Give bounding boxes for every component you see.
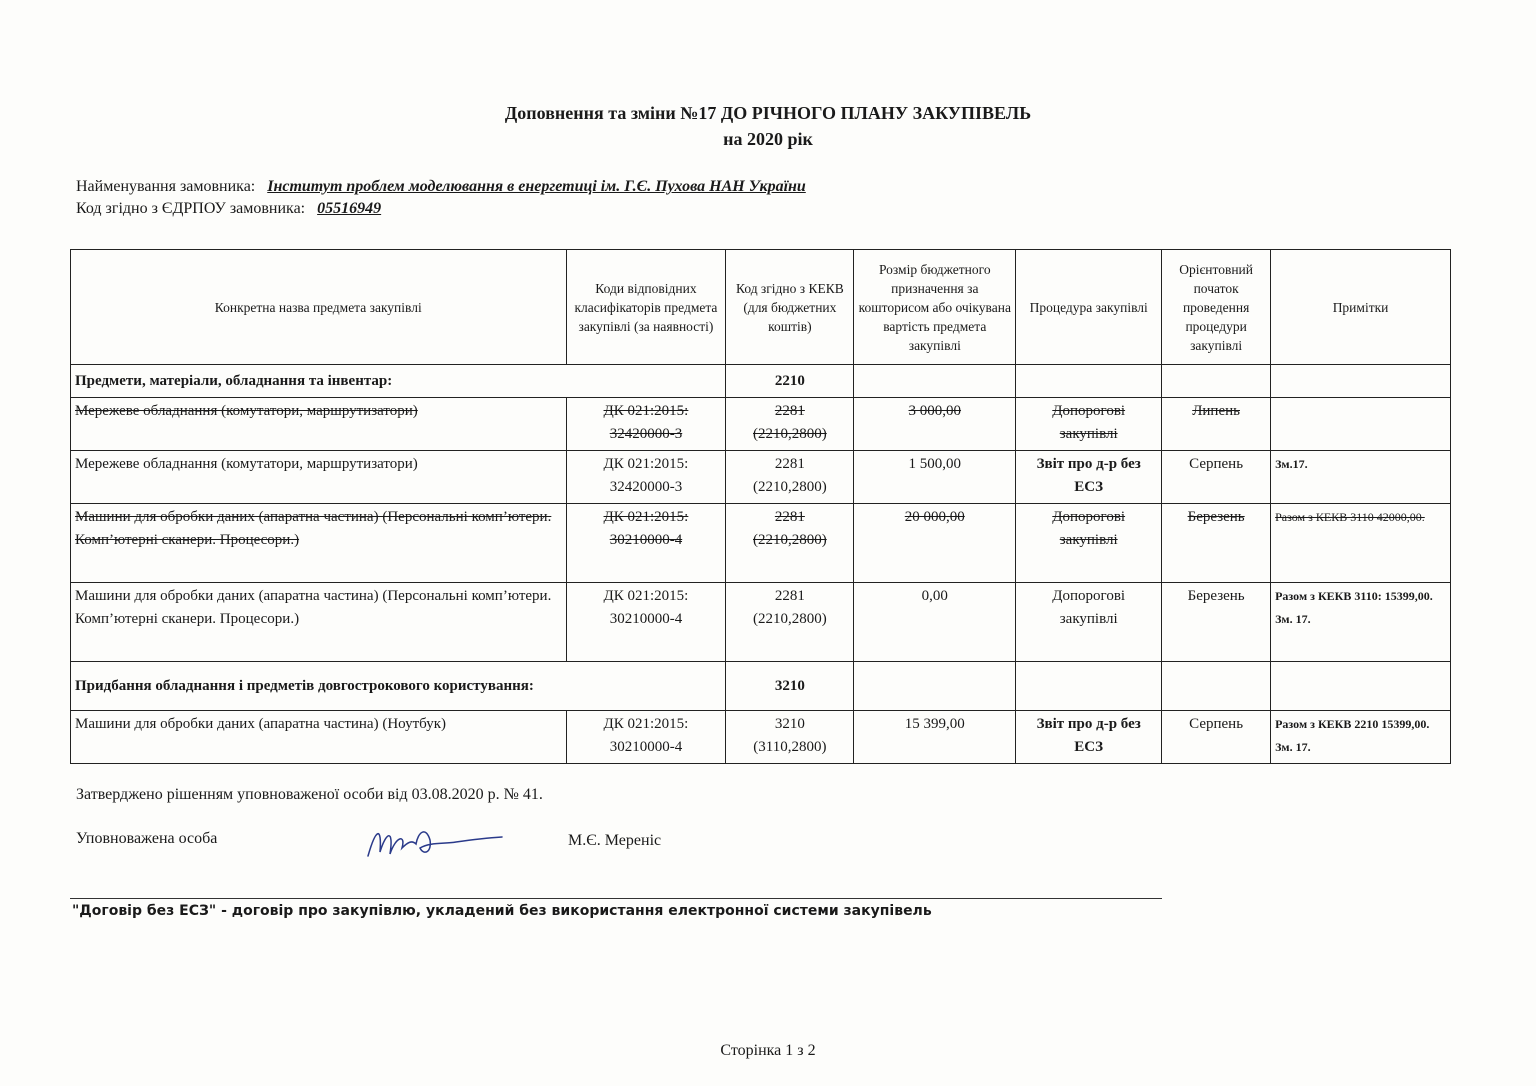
title-line-2: на 2020 рік xyxy=(723,129,813,149)
item-procedure: Звіт про д-р без ЕСЗ xyxy=(1016,711,1162,764)
procurement-plan-table xyxy=(70,249,1451,764)
table-row xyxy=(71,711,1451,764)
item-name: Машини для обробки даних (апаратна частина) (Персональні комп’ютери. Комп’ютерні сканери. Процесори.) xyxy=(71,583,567,662)
footnote: "Договір без ЕСЗ" - договір про закупівлю, укладений без використання електронної системи закупівель xyxy=(72,903,932,919)
customer-name-label: Найменування замовника: xyxy=(76,178,256,195)
header-amount: Розмір бюджетного призначення за кошторисом або очікувана вартість предмета закупівлі xyxy=(854,250,1016,365)
header-procedure: Процедура закупівлі xyxy=(1016,250,1162,365)
item-classifier: ДК 021:2015: 30210000-4 xyxy=(566,711,726,764)
item-kekv: 2281 (2210,2800) xyxy=(726,583,854,662)
authorized-person-name: М.Є. Мереніс xyxy=(568,832,662,849)
header-start: Орієнтовний початок проведення процедури закупівлі xyxy=(1162,250,1271,365)
table-header-row xyxy=(71,250,1451,365)
item-procedure: Допорогові закупівлі xyxy=(1016,398,1162,451)
item-start: Серпень xyxy=(1162,711,1271,764)
item-note: Разом з КЕКВ 3110: 15399,00. Зм. 17. xyxy=(1271,583,1451,662)
group-label: Придбання обладнання і предметів довгострокового користування: xyxy=(71,662,726,711)
handwritten-signature xyxy=(360,818,510,868)
customer-code-value: 05516949 xyxy=(317,200,382,217)
item-amount: 0,00 xyxy=(854,583,1016,662)
item-start: Березень xyxy=(1162,583,1271,662)
item-classifier: ДК 021:2015: 32420000-3 xyxy=(566,451,726,504)
item-classifier: ДК 021:2015: 30210000-4 xyxy=(566,504,726,583)
item-start: Березень xyxy=(1162,504,1271,583)
item-note: Разом з КЕКВ 3110 42000,00. xyxy=(1271,504,1451,583)
item-start: Липень xyxy=(1162,398,1271,451)
item-kekv: 2281 (2210,2800) xyxy=(726,504,854,583)
item-kekv: 3210 (3110,2800) xyxy=(726,711,854,764)
item-name: Мережеве обладнання (комутатори, маршрутизатори) xyxy=(71,451,567,504)
approval-statement: Затверджено рішенням уповноваженої особи від 03.08.2020 р. № 41. xyxy=(76,786,543,803)
item-classifier: ДК 021:2015: 30210000-4 xyxy=(566,583,726,662)
item-procedure: Допорогові закупівлі xyxy=(1016,583,1162,662)
item-procedure: Допорогові закупівлі xyxy=(1016,504,1162,583)
group-code: 3210 xyxy=(726,662,854,711)
table-row xyxy=(71,583,1451,662)
item-name: Машини для обробки даних (апаратна частина) (Персональні комп’ютери. Комп’ютерні сканери. Процесори.) xyxy=(71,504,567,583)
group-row-2210 xyxy=(71,365,1451,398)
item-name: Мережеве обладнання (комутатори, маршрутизатори) xyxy=(71,398,567,451)
item-note xyxy=(1271,398,1451,451)
item-kekv: 2281 (2210,2800) xyxy=(726,451,854,504)
title-line-1: Доповнення та зміни №17 ДО РІЧНОГО ПЛАНУ ЗАКУПІВЕЛЬ xyxy=(504,103,1032,123)
header-classifier: Коди відповідних класифікаторів предмета закупівлі (за наявності) xyxy=(566,250,726,365)
item-procedure: Звіт про д-р без ЕСЗ xyxy=(1016,451,1162,504)
item-kekv: 2281 (2210,2800) xyxy=(726,398,854,451)
header-kekv: Код згідно з КЕКВ (для бюджетних коштів) xyxy=(726,250,854,365)
table-row xyxy=(71,398,1451,451)
customer-name-row xyxy=(76,178,806,196)
customer-code-row xyxy=(76,200,381,218)
header-notes: Примітки xyxy=(1271,250,1451,365)
authorized-person-label: Уповноважена особа xyxy=(76,830,218,847)
item-note: Зм.17. xyxy=(1271,451,1451,504)
document-title xyxy=(0,100,1536,152)
item-name: Машини для обробки даних (апаратна частина) (Ноутбук) xyxy=(71,711,567,764)
header-item-name: Конкретна назва предмета закупівлі xyxy=(71,250,567,365)
group-label: Предмети, матеріали, обладнання та інвентар: xyxy=(71,365,726,398)
item-note: Разом з КЕКВ 2210 15399,00. Зм. 17. xyxy=(1271,711,1451,764)
item-amount: 1 500,00 xyxy=(854,451,1016,504)
item-classifier: ДК 021:2015: 32420000-3 xyxy=(566,398,726,451)
customer-name-value: Інститут проблем моделювання в енергетиці ім. Г.Є. Пухова НАН України xyxy=(267,178,806,195)
item-amount: 20 000,00 xyxy=(854,504,1016,583)
page-number: Сторінка 1 з 2 xyxy=(720,1042,816,1059)
customer-code-label: Код згідно з ЄДРПОУ замовника: xyxy=(76,200,306,217)
item-amount: 15 399,00 xyxy=(854,711,1016,764)
table-row xyxy=(71,451,1451,504)
footnote-divider xyxy=(70,898,1162,899)
item-amount: 3 000,00 xyxy=(854,398,1016,451)
group-code: 2210 xyxy=(726,365,854,398)
item-start: Серпень xyxy=(1162,451,1271,504)
table-row xyxy=(71,504,1451,583)
group-row-3210 xyxy=(71,662,1451,711)
